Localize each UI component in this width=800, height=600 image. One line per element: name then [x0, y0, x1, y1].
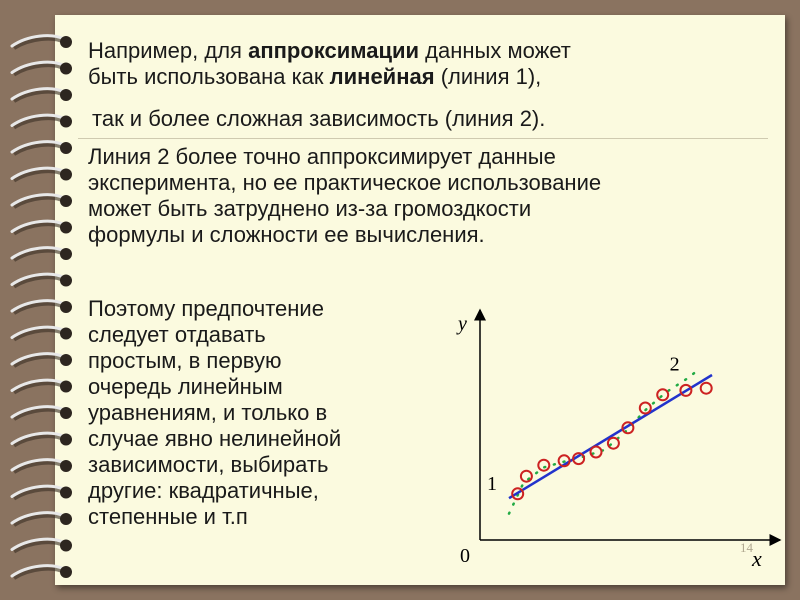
paragraph-3-line: очередь линейным	[88, 374, 283, 399]
paragraph-3-line: Поэтому предпочтение	[88, 296, 324, 321]
data-point	[701, 383, 712, 394]
paragraph-2	[88, 144, 778, 248]
y-axis-label: y	[458, 313, 467, 335]
data-point	[521, 471, 532, 482]
binding-ring	[12, 62, 72, 74]
paragraph-3-line: уравнениям, и только в	[88, 400, 328, 425]
binding-ring	[12, 539, 72, 551]
binding-ring	[12, 195, 72, 207]
binding-ring	[12, 168, 72, 180]
intro-line-1: Например, для аппроксимации данных может	[88, 38, 571, 63]
intro-line-2: быть использована как линейная (линия 1),	[88, 64, 542, 89]
paragraph-2-line: формулы и сложности ее вычисления.	[88, 222, 485, 247]
binding-ring	[12, 36, 72, 48]
x-axis-label: x	[752, 546, 762, 571]
paragraph-2-line: может быть затруднено из-за громоздкости	[88, 196, 532, 221]
binding-ring	[12, 433, 72, 445]
binding-ring	[12, 301, 72, 313]
data-point	[591, 447, 602, 458]
spiral-binding	[0, 0, 100, 600]
intro-line-3: так и более сложная зависимость (линия 2).	[92, 106, 546, 131]
binding-ring	[12, 221, 72, 233]
binding-ring	[12, 115, 72, 127]
divider	[78, 138, 768, 139]
data-point	[640, 403, 651, 414]
paragraph-2-line: Линия 2 более точно аппроксимирует данные	[88, 144, 556, 169]
paragraph-3-line: случае явно нелинейной	[88, 426, 342, 451]
binding-ring	[12, 354, 72, 366]
binding-ring	[12, 460, 72, 472]
binding-ring	[12, 274, 72, 286]
paragraph-3	[88, 296, 418, 530]
binding-ring	[12, 248, 72, 260]
binding-ring	[12, 486, 72, 498]
binding-ring	[12, 327, 72, 339]
data-point	[657, 389, 668, 400]
page-number: 14	[740, 540, 753, 555]
binding-ring	[12, 513, 72, 525]
data-point	[538, 460, 549, 471]
series-1-label: 1	[487, 473, 497, 496]
binding-ring	[12, 142, 72, 154]
origin-label: 0	[460, 545, 470, 567]
series-2-label: 2	[669, 353, 680, 376]
paragraph-3-line: простым, в первую	[88, 348, 282, 373]
paragraph-3-line: другие: квадратичные,	[88, 478, 319, 503]
binding-ring	[12, 89, 72, 101]
binding-ring	[12, 380, 72, 392]
paragraph-3-line: зависимости, выбирать	[88, 452, 329, 477]
scatter-chart	[440, 300, 790, 580]
paragraph-3-line: степенные и т.п	[88, 504, 248, 529]
binding-ring	[12, 407, 72, 419]
binding-ring	[12, 566, 72, 578]
paragraph-2-line: эксперимента, но ее практическое использование	[88, 170, 602, 195]
paragraph-3-line: следует отдавать	[88, 322, 266, 347]
data-point	[608, 438, 619, 449]
